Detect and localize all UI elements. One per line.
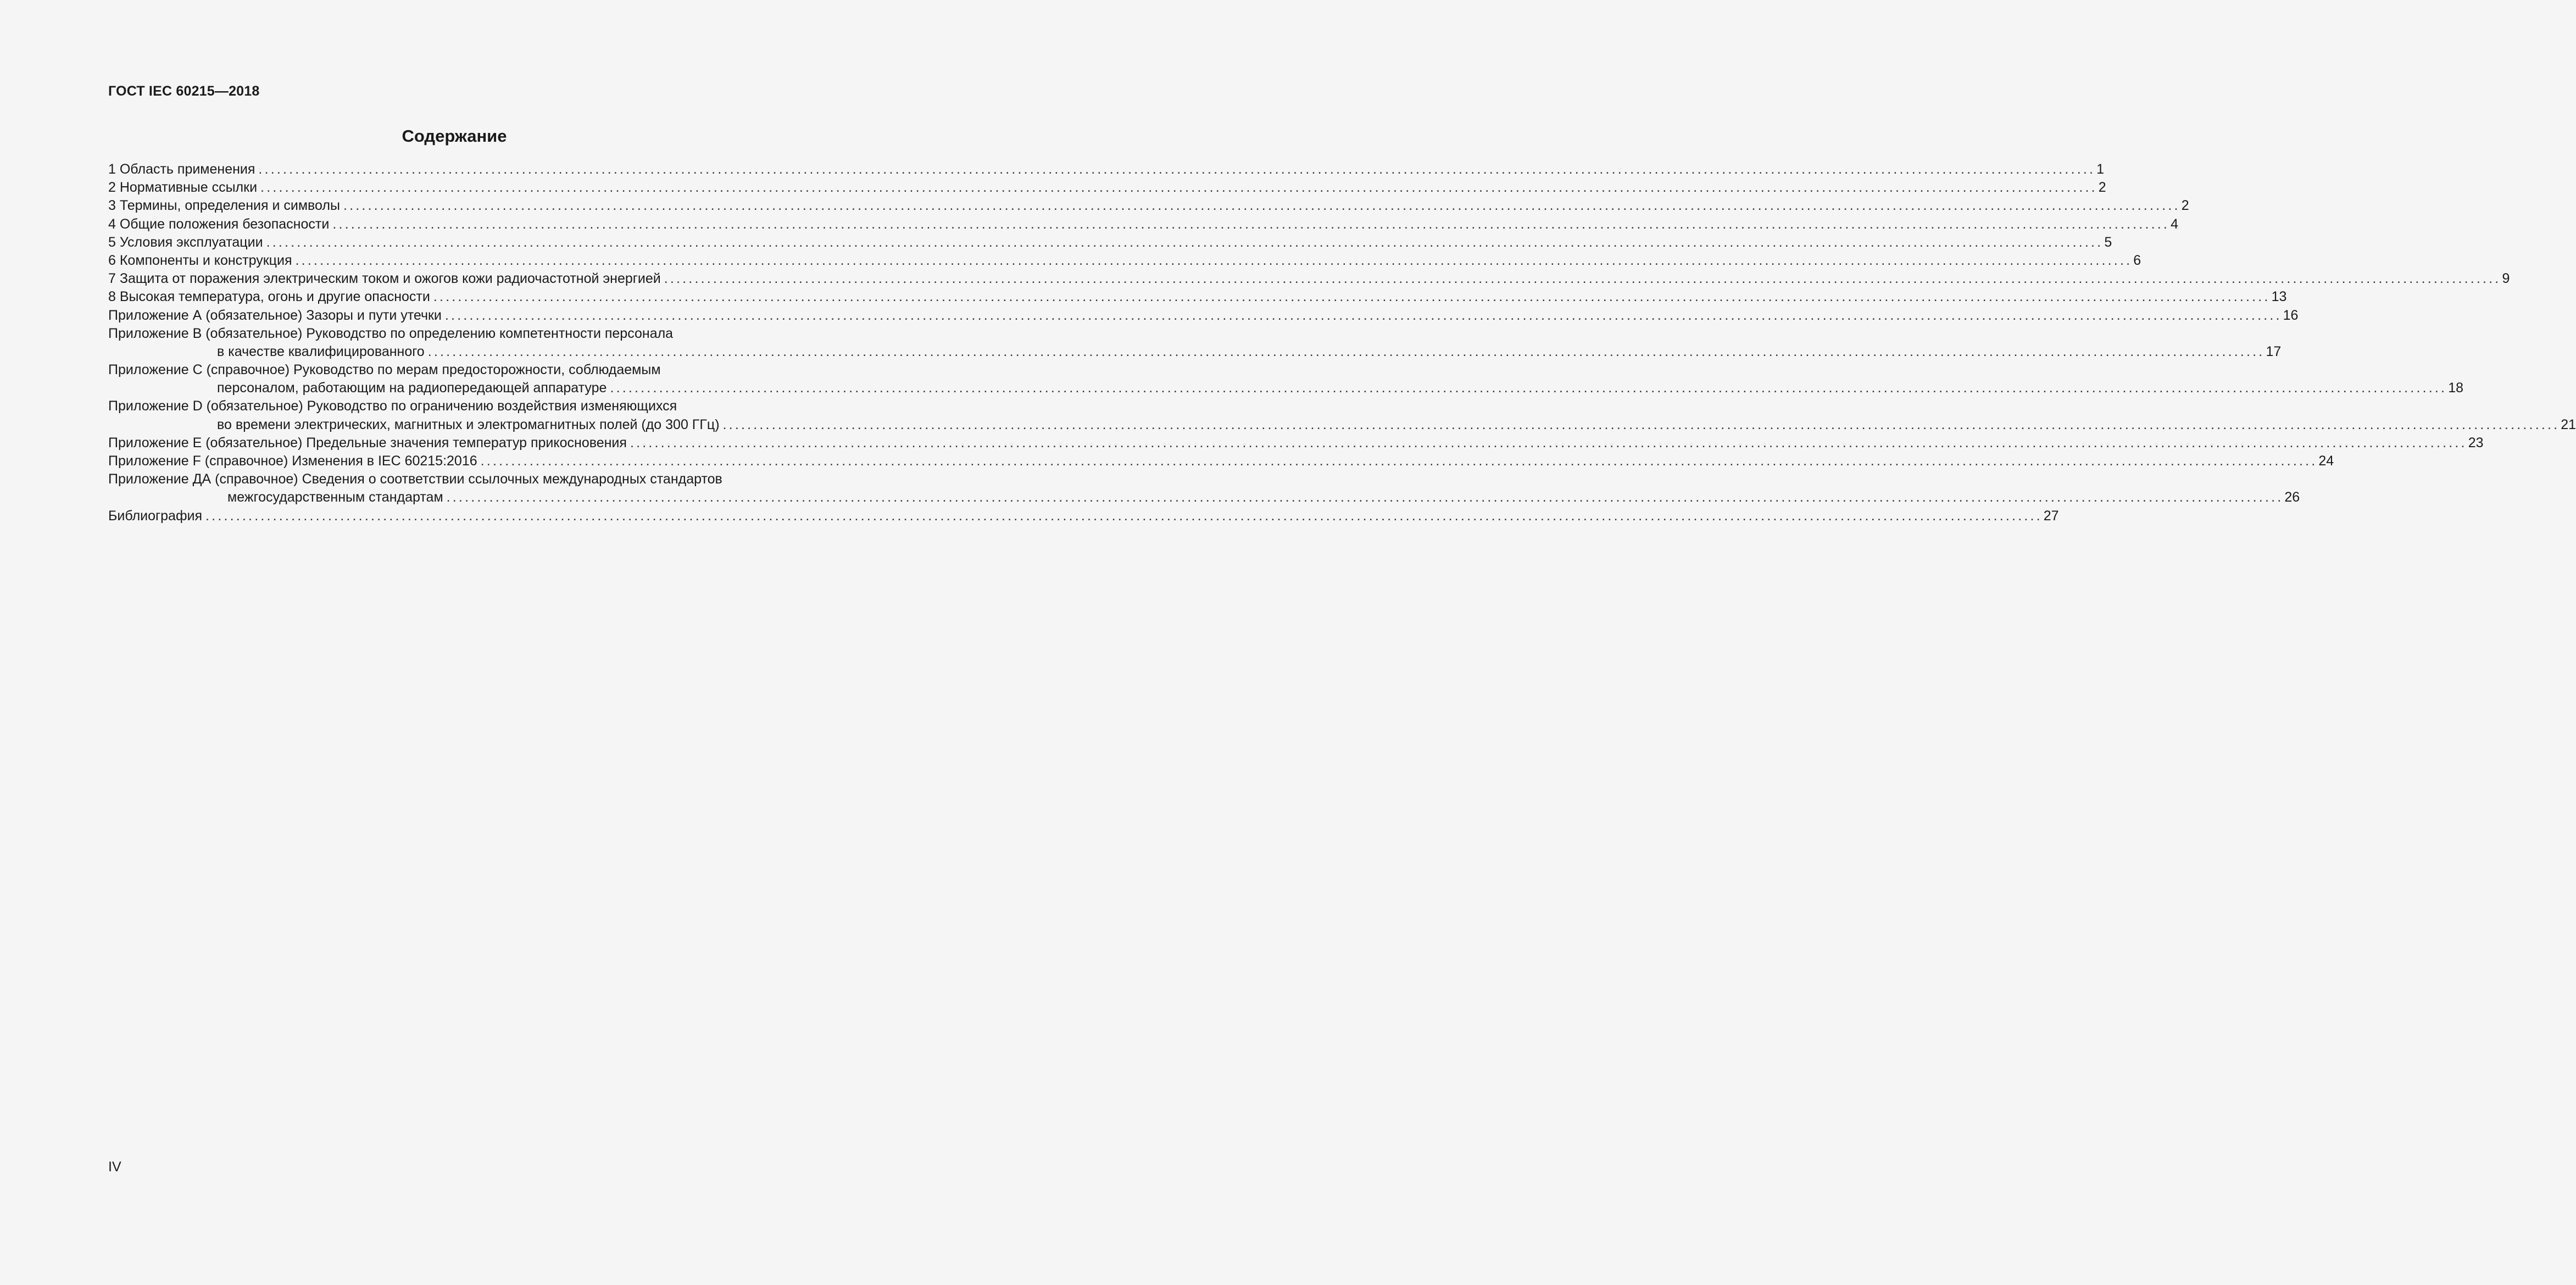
toc-entry-continuation[interactable] <box>108 379 2463 397</box>
dot-leader: ............................................................................................................................................................................................................................................................................................................ <box>630 435 2467 450</box>
toc-entry-title: Приложение F (справочное) Изменения в IEC 60215:2016 <box>108 453 477 469</box>
dot-leader: ............................................................................................................................................................................................................................................................................................................ <box>664 271 2501 287</box>
toc-entry-title: 3 Термины, определения и символы <box>108 198 340 214</box>
toc-entry-page: 5 <box>2104 234 2112 250</box>
dot-leader: ............................................................................................................................................................................................................................................................................................................ <box>258 162 2096 177</box>
toc-entry-title: 8 Высокая температура, огонь и другие опасности <box>108 289 430 305</box>
dot-leader: ............................................................................................................................................................................................................................................................................................................ <box>427 343 2265 359</box>
toc-entry-title: 6 Компоненты и конструкция <box>108 252 292 268</box>
dot-leader: ............................................................................................................................................................................................................................................................................................................ <box>610 380 2447 396</box>
toc-entry-page: 2 <box>2181 198 2189 214</box>
toc-entry-page: 4 <box>2171 216 2178 232</box>
dot-leader: ............................................................................................................................................................................................................................................................................................................ <box>205 508 2043 524</box>
toc-entry-title: Библиография <box>108 508 203 524</box>
dot-leader: ............................................................................................................................................................................................................................................................................................................ <box>480 453 2318 469</box>
toc-entry[interactable] <box>108 270 2510 288</box>
toc-entry-title: 4 Общие положения безопасности <box>108 216 330 232</box>
toc-entry-first-line[interactable] <box>108 361 843 379</box>
toc-entry-page: 21 <box>2561 416 2576 432</box>
toc-entry-title: во времени электрических, магнитных и электромагнитных полей (до 300 ГГц) <box>217 416 720 432</box>
toc-entry-continuation[interactable] <box>108 488 2300 507</box>
toc-entry-page: 17 <box>2266 343 2282 359</box>
toc-entry-continuation[interactable] <box>108 416 2576 434</box>
toc-entry-page: 6 <box>2133 252 2141 268</box>
toc-entry-title: Приложение D (обязательное) Руководство по ограничению воздействия изменяющихся <box>108 398 677 414</box>
dot-leader: ............................................................................................................................................................................................................................................................................................................ <box>433 289 2271 305</box>
dot-leader: ............................................................................................................................................................................................................................................................................................................ <box>332 216 2170 232</box>
toc-entry-continuation[interactable] <box>108 343 2282 361</box>
dot-leader: ............................................................................................................................................................................................................................................................................................................ <box>343 198 2180 214</box>
toc-entry[interactable] <box>108 179 2106 197</box>
toc-entry-page: 24 <box>2318 453 2334 469</box>
toc-entry-title: Приложение Е (обязательное) Предельные значения температур прикосновения <box>108 435 627 450</box>
toc-entry-first-line[interactable] <box>108 397 843 415</box>
toc-entry-page: 18 <box>2448 380 2463 396</box>
toc-entry-title: в качестве квалифицированного <box>217 343 425 359</box>
toc-entry-first-line[interactable] <box>108 470 843 488</box>
toc-entry-page: 2 <box>2098 180 2106 196</box>
toc-entry-page: 13 <box>2271 289 2287 305</box>
dot-leader: ............................................................................................................................................................................................................................................................................................................ <box>446 489 2284 505</box>
toc-entry-page: 1 <box>2096 162 2105 177</box>
toc-entry-title: Приложение А (обязательное) Зазоры и пути утечки <box>108 307 442 323</box>
toc-entry-title: Приложение В (обязательное) Руководство по определению компетентности персонала <box>108 325 674 341</box>
dot-leader: ............................................................................................................................................................................................................................................................................................................ <box>444 307 2282 323</box>
dot-leader: ............................................................................................................................................................................................................................................................................................................ <box>266 234 2104 250</box>
toc-entry-page: 26 <box>2284 489 2300 505</box>
toc-entry-title: персоналом, работающим на радиопередающей аппаратуре <box>217 380 607 396</box>
dot-leader: ............................................................................................................................................................................................................................................................................................................ <box>260 180 2097 196</box>
toc-entry-title: 1 Область применения <box>108 162 255 177</box>
toc-entry[interactable] <box>108 197 2189 215</box>
toc-entry[interactable] <box>108 288 2287 306</box>
toc-entry-title: Приложение С (справочное) Руководство по мерам предосторожности, соблюдаемым <box>108 362 661 378</box>
toc-entry-title: Приложение ДА (справочное) Сведения о соответствии ссылочных международных стандартов <box>108 471 722 487</box>
toc-entry[interactable] <box>108 507 2059 525</box>
toc-entry[interactable] <box>108 452 2334 470</box>
document-code: ГОСТ IEC 60215—2018 <box>108 84 260 99</box>
toc-entry-title: 7 Защита от поражения электрическим током и ожогов кожи радиочастотной энергией <box>108 271 661 287</box>
toc-entry-title: 5 Условия эксплуатации <box>108 234 263 250</box>
toc-entry-title: 2 Нормативные ссылки <box>108 180 258 196</box>
dot-leader: ............................................................................................................................................................................................................................................................................................................ <box>295 252 2133 268</box>
toc-entry[interactable] <box>108 434 2484 452</box>
dot-leader: ............................................................................................................................................................................................................................................................................................................ <box>722 416 2560 432</box>
toc-title: Содержание <box>402 126 507 146</box>
table-of-contents <box>108 160 2576 525</box>
toc-entry-page: 27 <box>2043 508 2059 524</box>
page-number: IV <box>108 1159 121 1175</box>
toc-entry-first-line[interactable] <box>108 325 843 343</box>
toc-entry[interactable] <box>108 307 2299 325</box>
toc-entry[interactable] <box>108 233 2112 252</box>
toc-entry-page: 16 <box>2283 307 2299 323</box>
toc-entry[interactable] <box>108 215 2178 233</box>
toc-entry[interactable] <box>108 252 2141 270</box>
toc-entry[interactable] <box>108 160 2105 179</box>
toc-entry-page: 9 <box>2502 271 2510 287</box>
toc-entry-title: межгосударственным стандартам <box>227 489 443 505</box>
toc-entry-page: 23 <box>2468 435 2484 450</box>
